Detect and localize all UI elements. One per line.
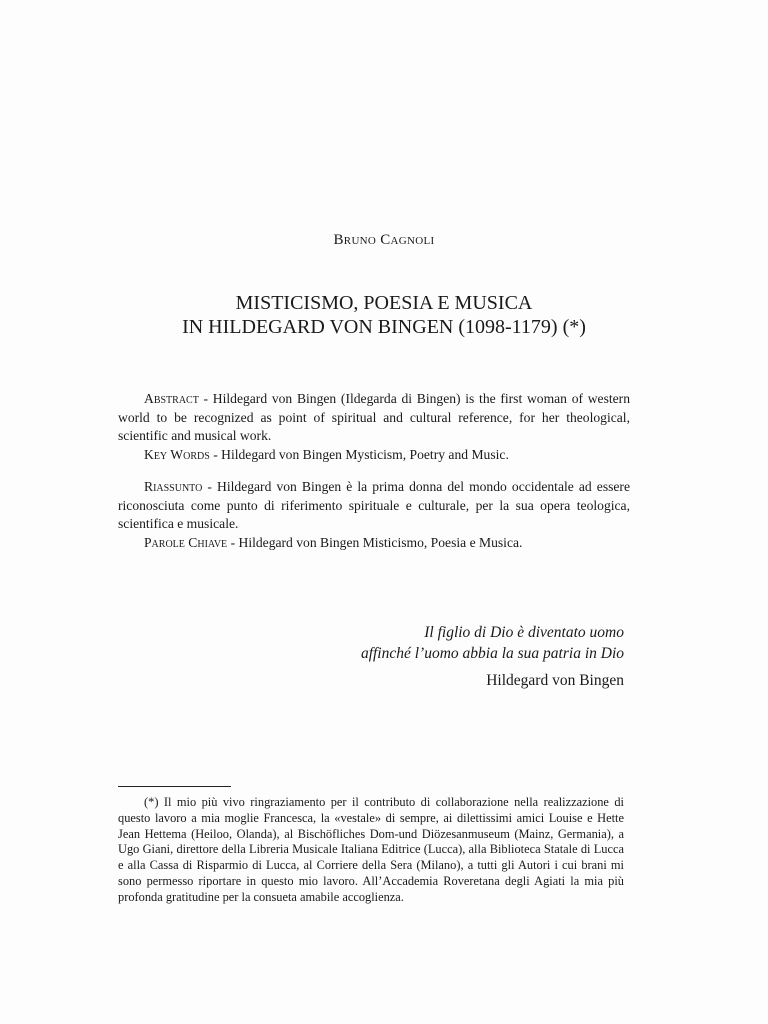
article-title — [0, 291, 768, 339]
keywords-paragraph — [118, 446, 630, 465]
footnote-divider — [118, 786, 231, 787]
title-line-1: MISTICISMO, POESIA E MUSICA — [235, 292, 533, 314]
title-line-2: IN HILDEGARD VON BINGEN (1098-1179) (*) — [182, 316, 586, 338]
parole-chiave-label: Parole Chiave — [144, 534, 228, 550]
abstract-text: - Hildegard von Bingen (Ildegarda di Bingen) is the first woman of western world to be recognized as point of spiritual and cultural reference, for her theological, scientific and musical work. — [118, 391, 630, 443]
epigraph-attribution: Hildegard von Bingen — [486, 672, 624, 689]
riassunto-paragraph — [118, 478, 630, 534]
abstract-paragraph — [118, 390, 630, 446]
author-name: Bruno Cagnoli — [333, 232, 435, 248]
parole-chiave-paragraph — [118, 534, 630, 553]
epigraph-line-1: Il figlio di Dio è diventato uomo — [424, 624, 624, 641]
riassunto-label: Riassunto — [144, 479, 203, 494]
abstract-label: Abstract — [144, 391, 199, 406]
parole-chiave-text: - Hildegard von Bingen Misticismo, Poesia e Musica. — [227, 534, 523, 550]
abstract-section — [118, 390, 630, 464]
keywords-label: Key Words — [144, 446, 210, 462]
keywords-text: - Hildegard von Bingen Mysticism, Poetry and Music. — [209, 446, 509, 462]
riassunto-text: - Hildegard von Bingen è la prima donna del mondo occidentale ad essere riconosciuta come punto di riferimento spirituale e culturale, per la sua opera teologica, scientifica e musicale. — [118, 479, 630, 531]
riassunto-section — [118, 478, 630, 552]
epigraph — [204, 622, 624, 691]
epigraph-line-2: affinché l’uomo abbia la sua patria in Dio — [360, 645, 624, 662]
footnote: (*) Il mio più vivo ringraziamento per il contributo di collaborazione nella realizzazione di questo lavoro a mia moglie Francesca, la «vestale» di sempre, ai dilettissimi amici Louise e Hette Jean Hettema (Heiloo, Olanda), al Bischöfliches Dom-und Diözesanmuseum (Mainz, Germania), a Ugo Giani, direttore della Libreria Musicale Italiana Editrice (Lucca), alla Biblioteca Statale di Lucca e alla Cassa di Risparmio di Lucca, al Corriere della Sera (Milano), a tutti gli Autori i cui brani mi sono permesso riportare in questo mio lavoro. All’Accademia Roveretana degli Agiati la mia più profonda gratitudine per la consueta amabile accoglienza. — [118, 795, 624, 904]
